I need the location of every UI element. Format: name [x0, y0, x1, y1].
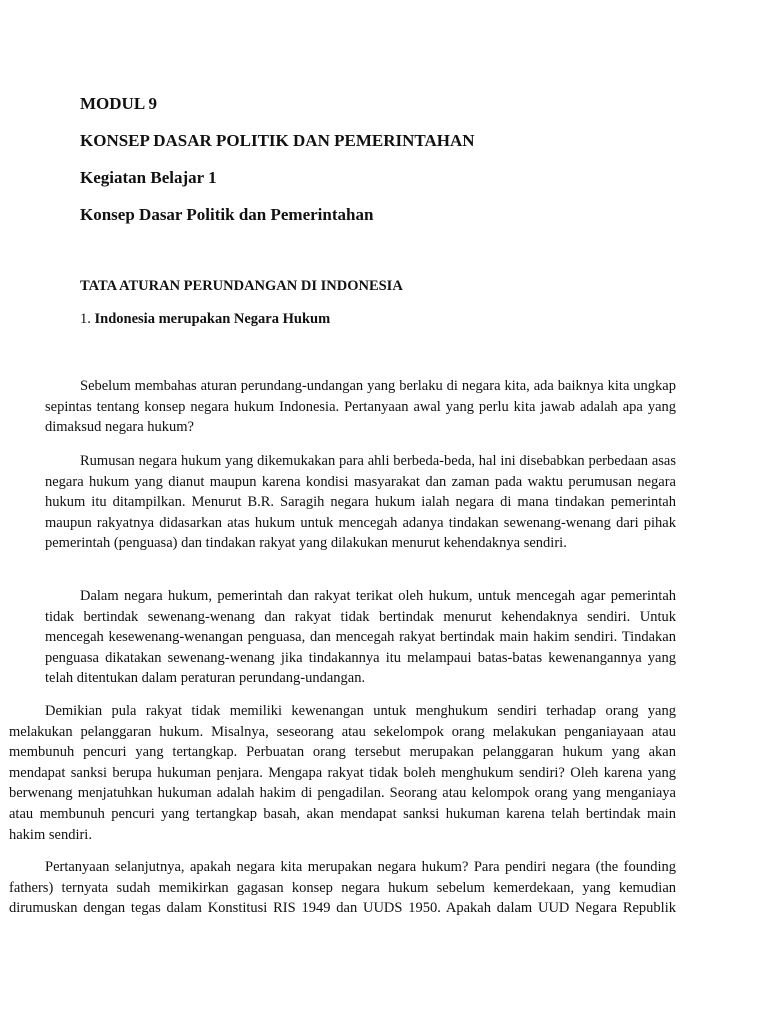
- paragraph-2: Rumusan negara hukum yang dikemukakan para ahli berbeda-beda, hal ini disebabkan perbedaan asas negara hukum yang dianut maupun karena kondisi masyarakat dan zaman pada waktu perumusan negara hukum itu ditampilkan. Menurut B.R. Saragih negara hukum ialah negara di mana tindakan pemerintah maupun rakyatnya didasarkan atas hukum untuk mencegah adanya tindakan sewenang-wenang dari pihak pemerintah (penguasa) dan tindakan rakyat yang dilakukan menurut kehendaknya sendiri.: [45, 453, 676, 552]
- module-title-heading: KONSEP DASAR POLITIK DAN PEMERINTAHAN: [80, 131, 475, 150]
- paragraph-5: Pertanyaan selanjutnya, apakah negara kita merupakan negara hukum? Para pendiri negara (the founding fathers) ternyata sudah memikirkan gagasan konsep negara hukum sebelum kemerdekaan, yang kemudian dirumuskan dengan tegas dalam Konstitusi RIS 1949 dan UUDS 1950. Apakah dalam UUD Negara Republik: [9, 859, 676, 917]
- subsection-heading: [80, 311, 330, 328]
- activity-title-heading: Konsep Dasar Politik dan Pemerintahan: [80, 205, 374, 224]
- section-heading: TATA ATURAN PERUNDANGAN DI INDONESIA: [80, 278, 403, 294]
- subsection-number: 1.: [80, 311, 91, 327]
- module-number-heading: MODUL 9: [80, 94, 157, 113]
- paragraph-3: Dalam negara hukum, pemerintah dan rakyat terikat oleh hukum, untuk mencegah agar pemerintah tidak bertindak sewenang-wenang dan rakyat tidak bertindak menurut kehendaknya sendiri. Untuk mencegah kesewenang-wenangan penguasa, dan mencegah rakyat bertindak main hakim sendiri. Tindakan penguasa dikatakan sewenang-wenang jika tindakannya itu melampaui batas-batas kewenangannya yang telah ditentukan dalam peraturan perundang-undangan.: [45, 588, 676, 687]
- paragraph-1: Sebelum membahas aturan perundang-undangan yang berlaku di negara kita, ada baiknya kita ungkap sepintas tentang konsep negara hukum Indonesia. Pertanyaan awal yang perlu kita jawab adalah apa yang dimaksud negara hukum?: [45, 378, 676, 436]
- paragraph-4: Demikian pula rakyat tidak memiliki kewenangan untuk menghukum sendiri terhadap orang yang melakukan pelanggaran hukum. Misalnya, seseorang atau sekelompok orang melakukan penganiayaan atau membunuh pencuri yang tertangkap. Perbuatan orang tersebut merupakan pelanggaran hukum yang akan mendapat sanksi berupa hukuman penjara. Mengapa rakyat tidak boleh menghukum sendiri? Oleh karena yang berwenang menjatuhkan hukuman adalah hakim di pengadilan. Seorang atau kelompok orang yang menganiaya atau membunuh pencuri yang tertangkap basah, akan mendapat sanksi hukuman karena telah bertindak main hakim sendiri.: [9, 703, 676, 843]
- activity-heading: Kegiatan Belajar 1: [80, 168, 217, 187]
- subsection-title: Indonesia merupakan Negara Hukum: [94, 311, 331, 327]
